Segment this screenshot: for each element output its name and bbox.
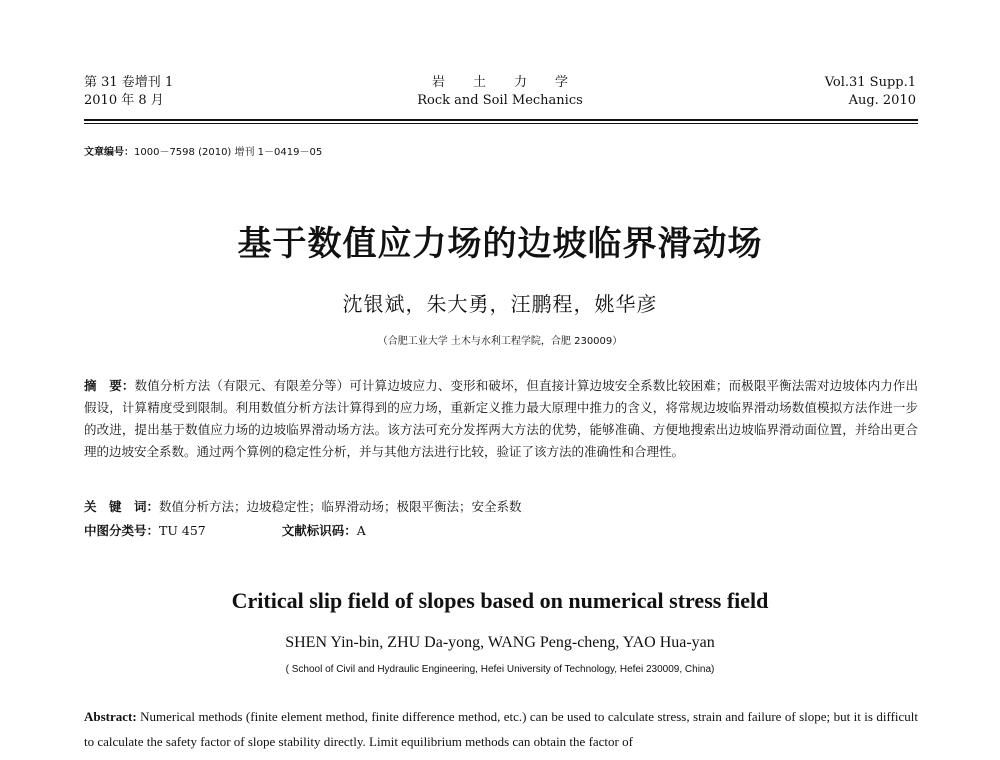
header-rule-thin (84, 123, 918, 124)
authors-en: SHEN Yin-bin, ZHU Da-yong, WANG Peng-cheng, YAO Hua-yan (285, 634, 715, 651)
volume-supplement: Vol.31 Supp.1 (824, 75, 916, 90)
paper-title-en: Critical slip field of slopes based on numerical stress field (231, 588, 769, 613)
classification-label: 中图分类号： (84, 523, 160, 538)
abstract-en (84, 704, 918, 754)
journal-name-en: Rock and Soil Mechanics (417, 93, 583, 108)
keywords-label-cn: 关 键 词： (84, 499, 160, 514)
abstract-label-en: Abstract: (84, 709, 137, 724)
keywords-cn (84, 496, 918, 518)
classification-line (84, 520, 366, 542)
document-code-value: A (356, 523, 366, 538)
document-code-label: 文献标识码： (281, 523, 357, 538)
article-number-value: 1000－7598 (2010) 增刊 1－0419－05 (134, 147, 323, 158)
publication-date-en: Aug. 2010 (848, 93, 916, 108)
journal-volume-info-en (825, 74, 916, 110)
paper-title-cn: 基于数值应力场的边坡临界滑动场 (237, 224, 763, 264)
classification-value: TU 457 (159, 523, 206, 538)
article-number (84, 143, 322, 158)
article-number-label: 文章编号： (84, 147, 134, 158)
abstract-text-en: Numerical methods (finite element method, finite difference method, etc.) can be used to calculate stress, strain and failure of slope; but it is difficult to calculate the safety factor of slope stability directly. Limit equilibrium methods can obtain the factor of (84, 709, 919, 749)
header-rule-thick (84, 119, 918, 121)
abstract-label-cn: 摘 要： (84, 378, 135, 393)
affiliation-en: ( School of Civil and Hydraulic Engineering, Hefei University of Technology, Hefei 230009, China) (285, 664, 715, 675)
abstract-cn (84, 375, 918, 463)
authors-cn: 沈银斌，朱大勇，汪鹏程，姚华彦 (342, 292, 658, 316)
affiliation-cn: （合肥工业大学 土木与水利工程学院，合肥 230009） (377, 336, 623, 347)
abstract-text-cn: 数值分析方法（有限元、有限差分等）可计算边坡应力、变形和破坏，但直接计算边坡安全系数比较困难；而极限平衡法需对边坡体内力作出假设，计算精度受到限制。利用数值分析方法计算得到的应力场，重新定义推力最大原理中推力的含义，将常规边坡临界滑动场数值模拟方法作进一步的改进，提出基于数值应力场的边坡临界滑动场方法。该方法可充分发挥两大方法的优势，能够准确、方便地搜索出边坡临界滑动面位置，并给出更合理的边坡安全系数。通过两个算例的稳定性分析，并与其他方法进行比较，验证了该方法的准确性和合理性。 (84, 378, 918, 459)
journal-name-cn: 岩土力学 (431, 75, 596, 90)
publication-date-cn: 2010 年 8 月 (84, 93, 164, 108)
volume-issue: 第 31 卷增刊 1 (84, 75, 174, 90)
keywords-text-cn: 数值分析方法；边坡稳定性；临界滑动场；极限平衡法；安全系数 (159, 499, 522, 514)
